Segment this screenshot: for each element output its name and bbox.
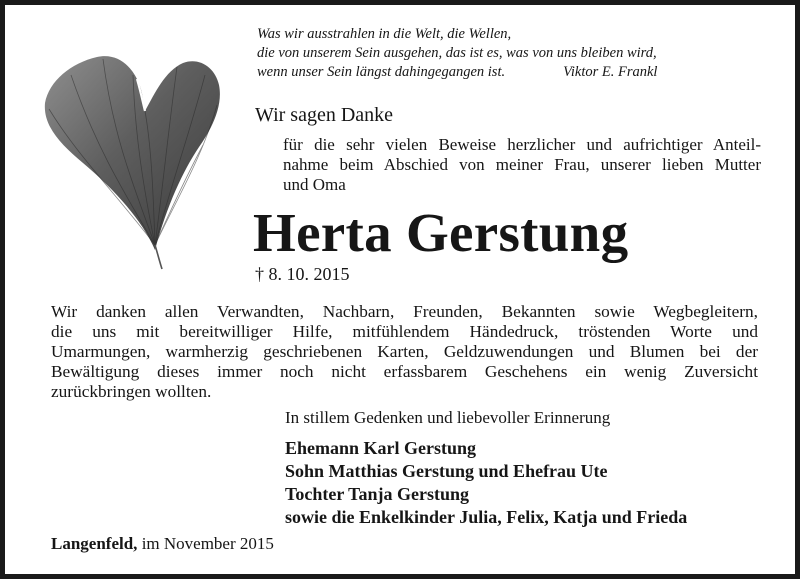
quote-line: wenn unser Sein längst dahingegangen ist. Viktor E. Frankl [257,64,658,80]
deceased-name: Herta Gerstung [253,202,629,263]
thanks-heading: Wir sagen Danke [255,104,394,126]
family-list [285,437,687,529]
place: Langenfeld, [51,534,138,553]
family-member: Sohn Matthias Gerstung und Ehefrau Ute [285,461,608,481]
body-line: Wir danken allen Verwandten, Nachbarn, Freunden, Bekannten sowie Wegbegleitern, [51,302,758,321]
date: im November 2015 [141,534,274,553]
ginkgo-leaf-icon [37,45,227,270]
intro-line: nahme beim Abschied von meiner Frau, unserer lieben Mutter [283,155,761,174]
family-member: sowie die Enkelkinder Julia, Felix, Katja und Frieda [285,507,688,527]
body-line: Bewältigung dieses immer noch nicht erfassbarem Geschehens ein wenig Zuversicht [51,362,758,381]
body-line: Umarmungen, warmherzig geschriebenen Karten, Geldzuwendungen und Blumen bei der [51,342,758,361]
quote-line: die von unserem Sein ausgehen, das ist es, was von uns bleiben wird, [257,45,657,61]
thanks-body [51,302,758,402]
intro-line: und Oma [283,175,346,194]
intro-line: für die sehr vielen Beweise herzlicher und aufrichtiger Anteil- [283,135,761,154]
family-member: Ehemann Karl Gerstung [285,438,477,458]
quote-line: Was wir ausstrahlen in die Welt, die Wellen, [257,26,512,42]
body-line: die uns mit bereitwilliger Hilfe, mitfühlendem Händedruck, tröstenden Worte und [51,322,758,341]
family-member: Tochter Tanja Gerstung [285,484,470,504]
quote-author: Viktor E. Frankl [563,64,658,80]
death-date: † 8. 10. 2015 [255,264,350,284]
body-line: zurückbringen wollten. [51,382,212,401]
place-date [51,533,274,555]
quote-block [257,25,757,82]
intro-text [283,135,761,195]
memory-line: In stillem Gedenken und liebevoller Erinnerung [285,408,611,427]
